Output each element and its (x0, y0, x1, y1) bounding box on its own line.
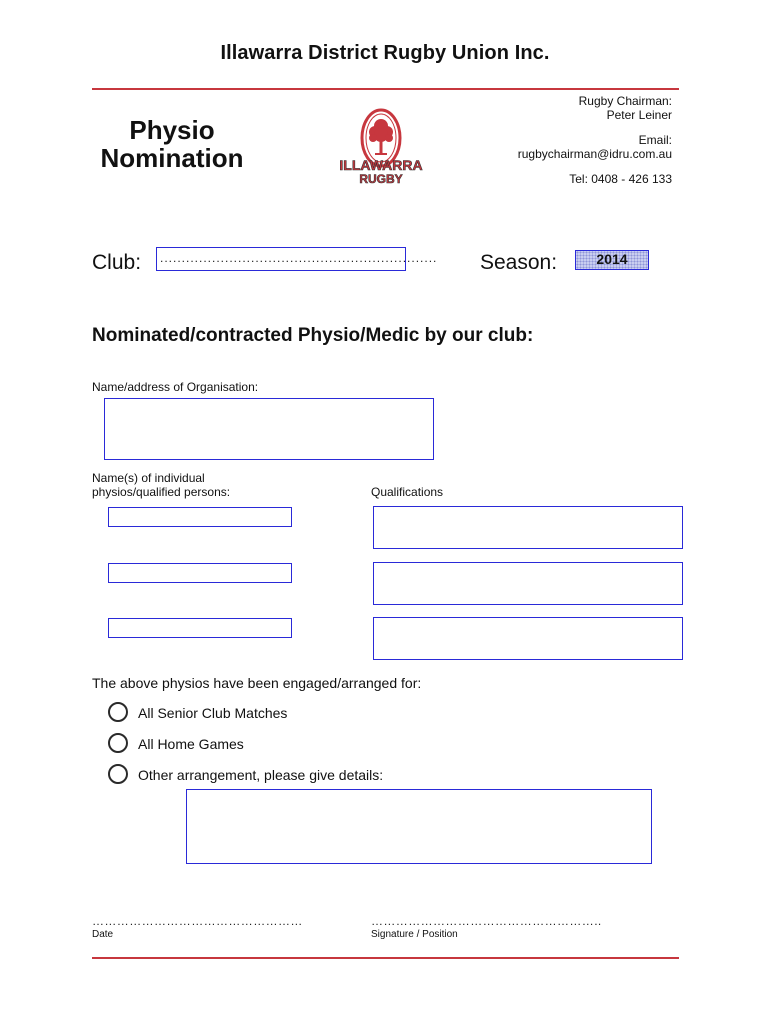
signature-label: Signature / Position (371, 929, 458, 940)
qualifications-input-2[interactable] (373, 562, 683, 605)
physio-name-input-2[interactable] (108, 563, 292, 583)
signature-dotted-line: ……………………………………………….. (371, 914, 602, 928)
chairman-label: Rugby Chairman: (578, 94, 672, 108)
option-label-home-games: All Home Games (138, 736, 244, 752)
qualifications-label: Qualifications (371, 485, 444, 499)
organisation-label: Name/address of Organisation: (92, 380, 259, 394)
club-dotted-line: ................................................................ (160, 251, 438, 265)
section-heading: Nominated/contracted Physio/Medic by our club: (92, 325, 534, 346)
organisation-title: Illawarra District Rugby Union Inc. (220, 42, 550, 64)
email-address: rugbychairman@idru.com.au (517, 147, 672, 161)
qualifications-input-1[interactable] (373, 506, 683, 549)
chairman-name: Peter Leiner (606, 108, 672, 122)
radio-senior-club-matches[interactable] (108, 702, 128, 722)
telephone: Tel: 0408 - 426 133 (569, 172, 672, 186)
other-arrangement-details-input[interactable] (186, 789, 652, 864)
radio-other-arrangement[interactable] (108, 764, 128, 784)
document-title (92, 116, 252, 172)
season-label: Season: (480, 251, 558, 274)
physio-name-input-1[interactable] (108, 507, 292, 527)
date-dotted-line: …………………………………………… (92, 914, 303, 928)
names-label (92, 471, 230, 499)
email-label: Email: (638, 133, 672, 147)
illawarra-rugby-logo (336, 104, 426, 188)
engagement-prompt: The above physios have been engaged/arranged for: (92, 675, 422, 691)
logo-text-top: ILLAWARRA (339, 157, 423, 173)
names-label-line2: physios/qualified persons: (92, 485, 231, 499)
physio-name-input-3[interactable] (108, 618, 292, 638)
contact-block (518, 94, 672, 186)
radio-home-games[interactable] (108, 733, 128, 753)
document-title-line2: Nomination (100, 143, 244, 173)
bottom-divider (92, 957, 679, 959)
qualifications-input-3[interactable] (373, 617, 683, 660)
logo-text-bottom: RUGBY (359, 172, 403, 186)
club-label: Club: (92, 251, 142, 274)
organisation-input[interactable] (104, 398, 434, 460)
top-divider (92, 88, 679, 90)
document-title-line1: Physio (129, 115, 215, 145)
option-label-other-arrangement: Other arrangement, please give details: (138, 767, 384, 783)
date-label: Date (92, 929, 114, 940)
season-input[interactable]: 2014 (575, 250, 649, 270)
names-label-line1: Name(s) of individual (92, 471, 205, 485)
option-label-senior-club-matches: All Senior Club Matches (138, 705, 288, 721)
